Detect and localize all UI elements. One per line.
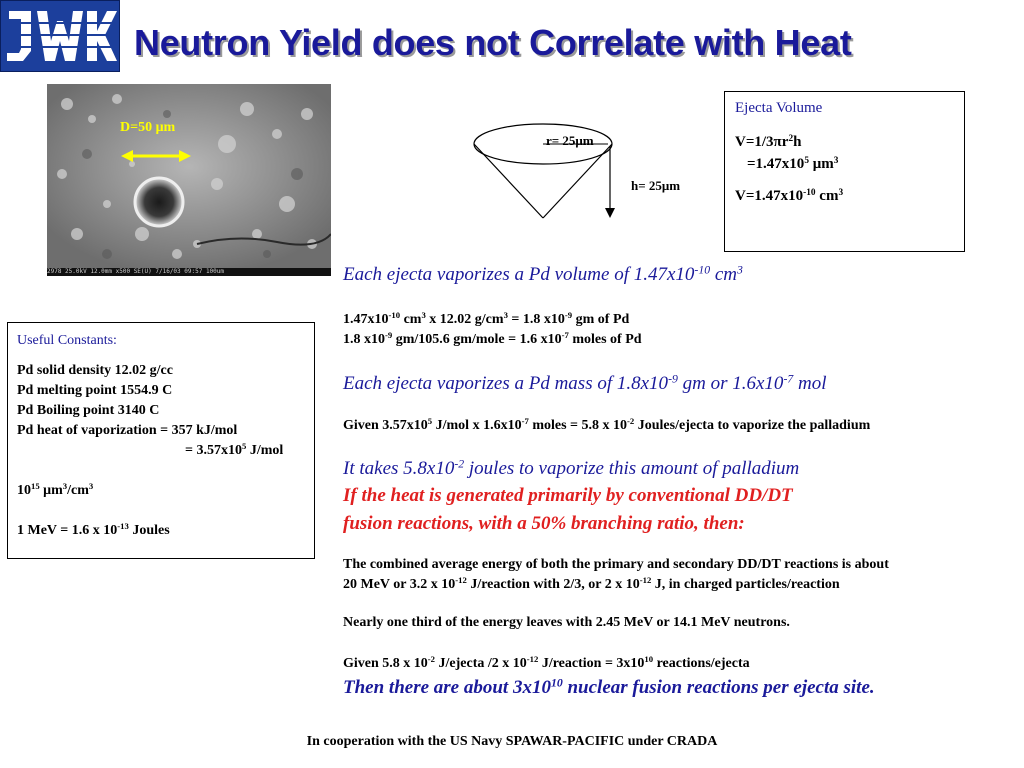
pd-boiling-point: Pd Boiling point 3140 C (17, 403, 160, 418)
unit-conversion: $10^{15}$ $\mu m^3/cm^3$ (17, 481, 94, 498)
page-title: Neutron Yield does not Correlate with Heat (134, 22, 852, 63)
constants-heading: Useful Constants: (17, 333, 117, 348)
calc-moles: 1.8 $x10^{-9}$ gm/105.6 gm/mole = 1.6 $x10^{-7}$ moles of Pd (343, 330, 642, 347)
calc-energy: Given $3.57x10^5$ J/mol x $1.6x10^{-7}$ moles = 5.8 x $10^{-2}$ Joules/ejecta to vaporize the palladium (343, 416, 871, 433)
ejecta-volume-heading: Ejecta Volume (735, 100, 823, 116)
pd-melting-point: Pd melting point 1554.9 C (17, 383, 173, 398)
statement-energy: It takes $5.8x10^{-2}$ joules to vaporize this amount of palladium (343, 457, 800, 479)
radius-label: r= 25μm (546, 133, 594, 148)
calc-mass: $1.47x10^{-10}$ $cm^3$ x 12.02 $g/cm^3 = 1.8$ $x10^{-9}$ gm of Pd (343, 310, 630, 327)
footer-credit: In cooperation with the US Navy SPAWAR-PACIFIC under CRADA (306, 734, 718, 749)
pd-density: Pd solid density 12.02 g/cc (17, 363, 173, 378)
neutron-energy-note: Nearly one third of the energy leaves with 2.45 MeV or 14.1 MeV neutrons. (343, 615, 790, 630)
useful-constants-box (7, 322, 315, 559)
red-statement-line2: fusion reactions, with a 50% branching ratio, then: (343, 513, 745, 534)
jwk-logo-icon (1, 1, 119, 71)
calc-reaction-energy-line1: The combined average energy of both the primary and secondary DD/DT reactions is about (343, 557, 889, 572)
sem-micrograph (47, 84, 331, 276)
pd-heat-vaporization-si: = $3.57x10^5$ J/mol (185, 441, 284, 458)
volume-formula: $V=1/3\pi r^2h$ (735, 133, 802, 150)
volume-cm3: $V=1.47x10^{-10}$ $cm^3$ (735, 187, 844, 204)
mev-conversion: 1 MeV = 1.6 x $10^{-13}$ Joules (17, 521, 170, 538)
statement-volume: Each ejecta vaporizes a Pd volume of $1.47x10^{-10}$ $cm^3$ (343, 263, 743, 285)
calc-reaction-energy-line2: 20 MeV or 3.2 x $10^{-12}$ J/reaction with 2/3, or 2 x $10^{-12}$ J, in charged particles/reaction (343, 575, 840, 592)
pd-heat-vaporization: Pd heat of vaporization = 357 kJ/mol (17, 423, 238, 438)
red-statement-line1: If the heat is generated primarily by conventional DD/DT (343, 485, 793, 506)
calc-reactions: Given 5.8 x $10^{-2}$ J/ejecta /2 x $10^{-12}$ J/reaction = $3x10^{10}$ reactions/ejecta (343, 654, 750, 671)
volume-um3: $=1.47x10^5$ $\mu m^3$ (747, 155, 839, 172)
ejecta-volume-box (724, 91, 965, 252)
statement-mass: Each ejecta vaporizes a Pd mass of $1.8x10^{-9}$ gm or $1.6x10^{-7}$ mol (343, 372, 827, 394)
statement-conclusion: Then there are about $3x10^{10}$ nuclear fusion reactions per ejecta site. (343, 676, 875, 698)
diameter-label: D=50 μm (120, 120, 176, 135)
jwk-logo (0, 0, 120, 72)
height-label: h= 25μm (631, 178, 681, 193)
sem-info-strip: 2978 25.0kV 12.0mm x500 SE(U) 7/16/03 09:57 100um (47, 268, 331, 276)
sem-micrograph-icon (47, 84, 331, 268)
